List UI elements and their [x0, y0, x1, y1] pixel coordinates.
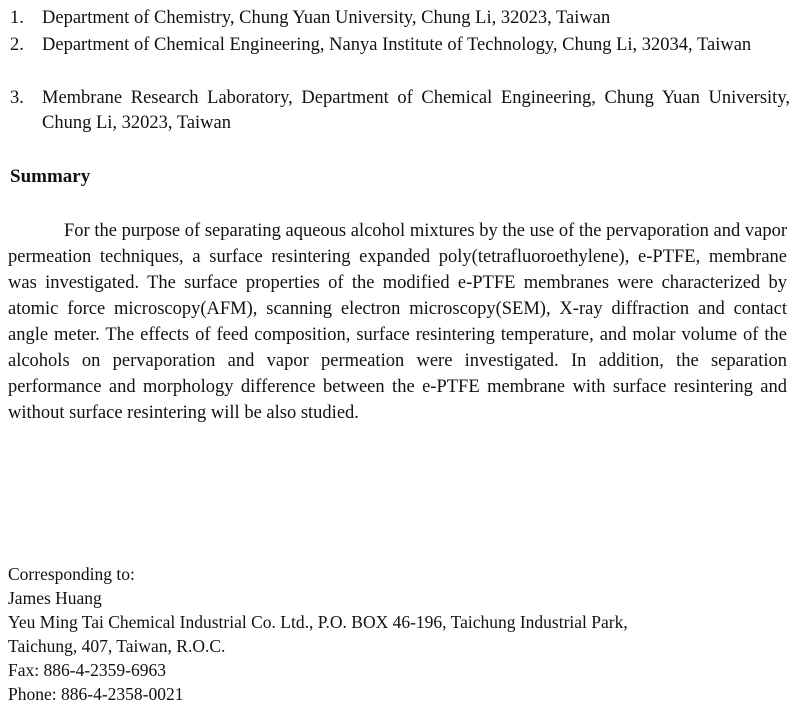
correspondence-block [8, 562, 793, 706]
affiliation-3 [10, 86, 790, 136]
affiliation-number: 2. [10, 35, 24, 55]
affiliation-2 [10, 33, 790, 58]
affiliation-number: 1. [10, 8, 24, 28]
affiliation-text: Department of Chemical Engineering, Nanya Institute of Technology, Chung Li, 32034, Taiwan [42, 35, 752, 55]
correspondence-name: James Huang [8, 588, 102, 608]
affiliation-text: Membrane Research Laboratory, Department of Chemical Engineering, Chung Yuan University, Chung Li, 32023, Taiwan [42, 88, 790, 133]
correspondence-address-line1: Yeu Ming Tai Chemical Industrial Co. Ltd., P.O. BOX 46-196, Taichung Industrial Park, [8, 612, 628, 632]
correspondence-fax: Fax: 886-4-2359-6963 [8, 660, 166, 680]
correspondence-phone: Phone: 886-4-2358-0021 [8, 684, 184, 704]
summary-heading: Summary [10, 166, 91, 187]
correspondence-label: Corresponding to: [8, 564, 135, 584]
affiliation-1 [10, 6, 790, 31]
correspondence-address-line2: Taichung, 407, Taiwan, R.O.C. [8, 636, 226, 656]
affiliation-number: 3. [10, 88, 24, 108]
summary-paragraph: For the purpose of separating aqueous alcohol mixtures by the use of the pervaporation and vapor permeation techniques, a surface resintering expanded poly(tetrafluoroethylene), e-PTFE, membrane was investigated. The surface properties of the modified e-PTFE membranes were characterized by atomic force microscopy(AFM), scanning electron microscopy(SEM), X-ray diffraction and contact angle meter. The effects of feed composition, surface resintering temperature, and molar volume of the alcohols on pervaporation and vapor permeation were investigated. In addition, the separation performance and morphology difference between the e-PTFE membrane with surface resintering and without surface resintering will be also studied. [8, 221, 787, 423]
affiliation-text: Department of Chemistry, Chung Yuan University, Chung Li, 32023, Taiwan [42, 8, 611, 28]
